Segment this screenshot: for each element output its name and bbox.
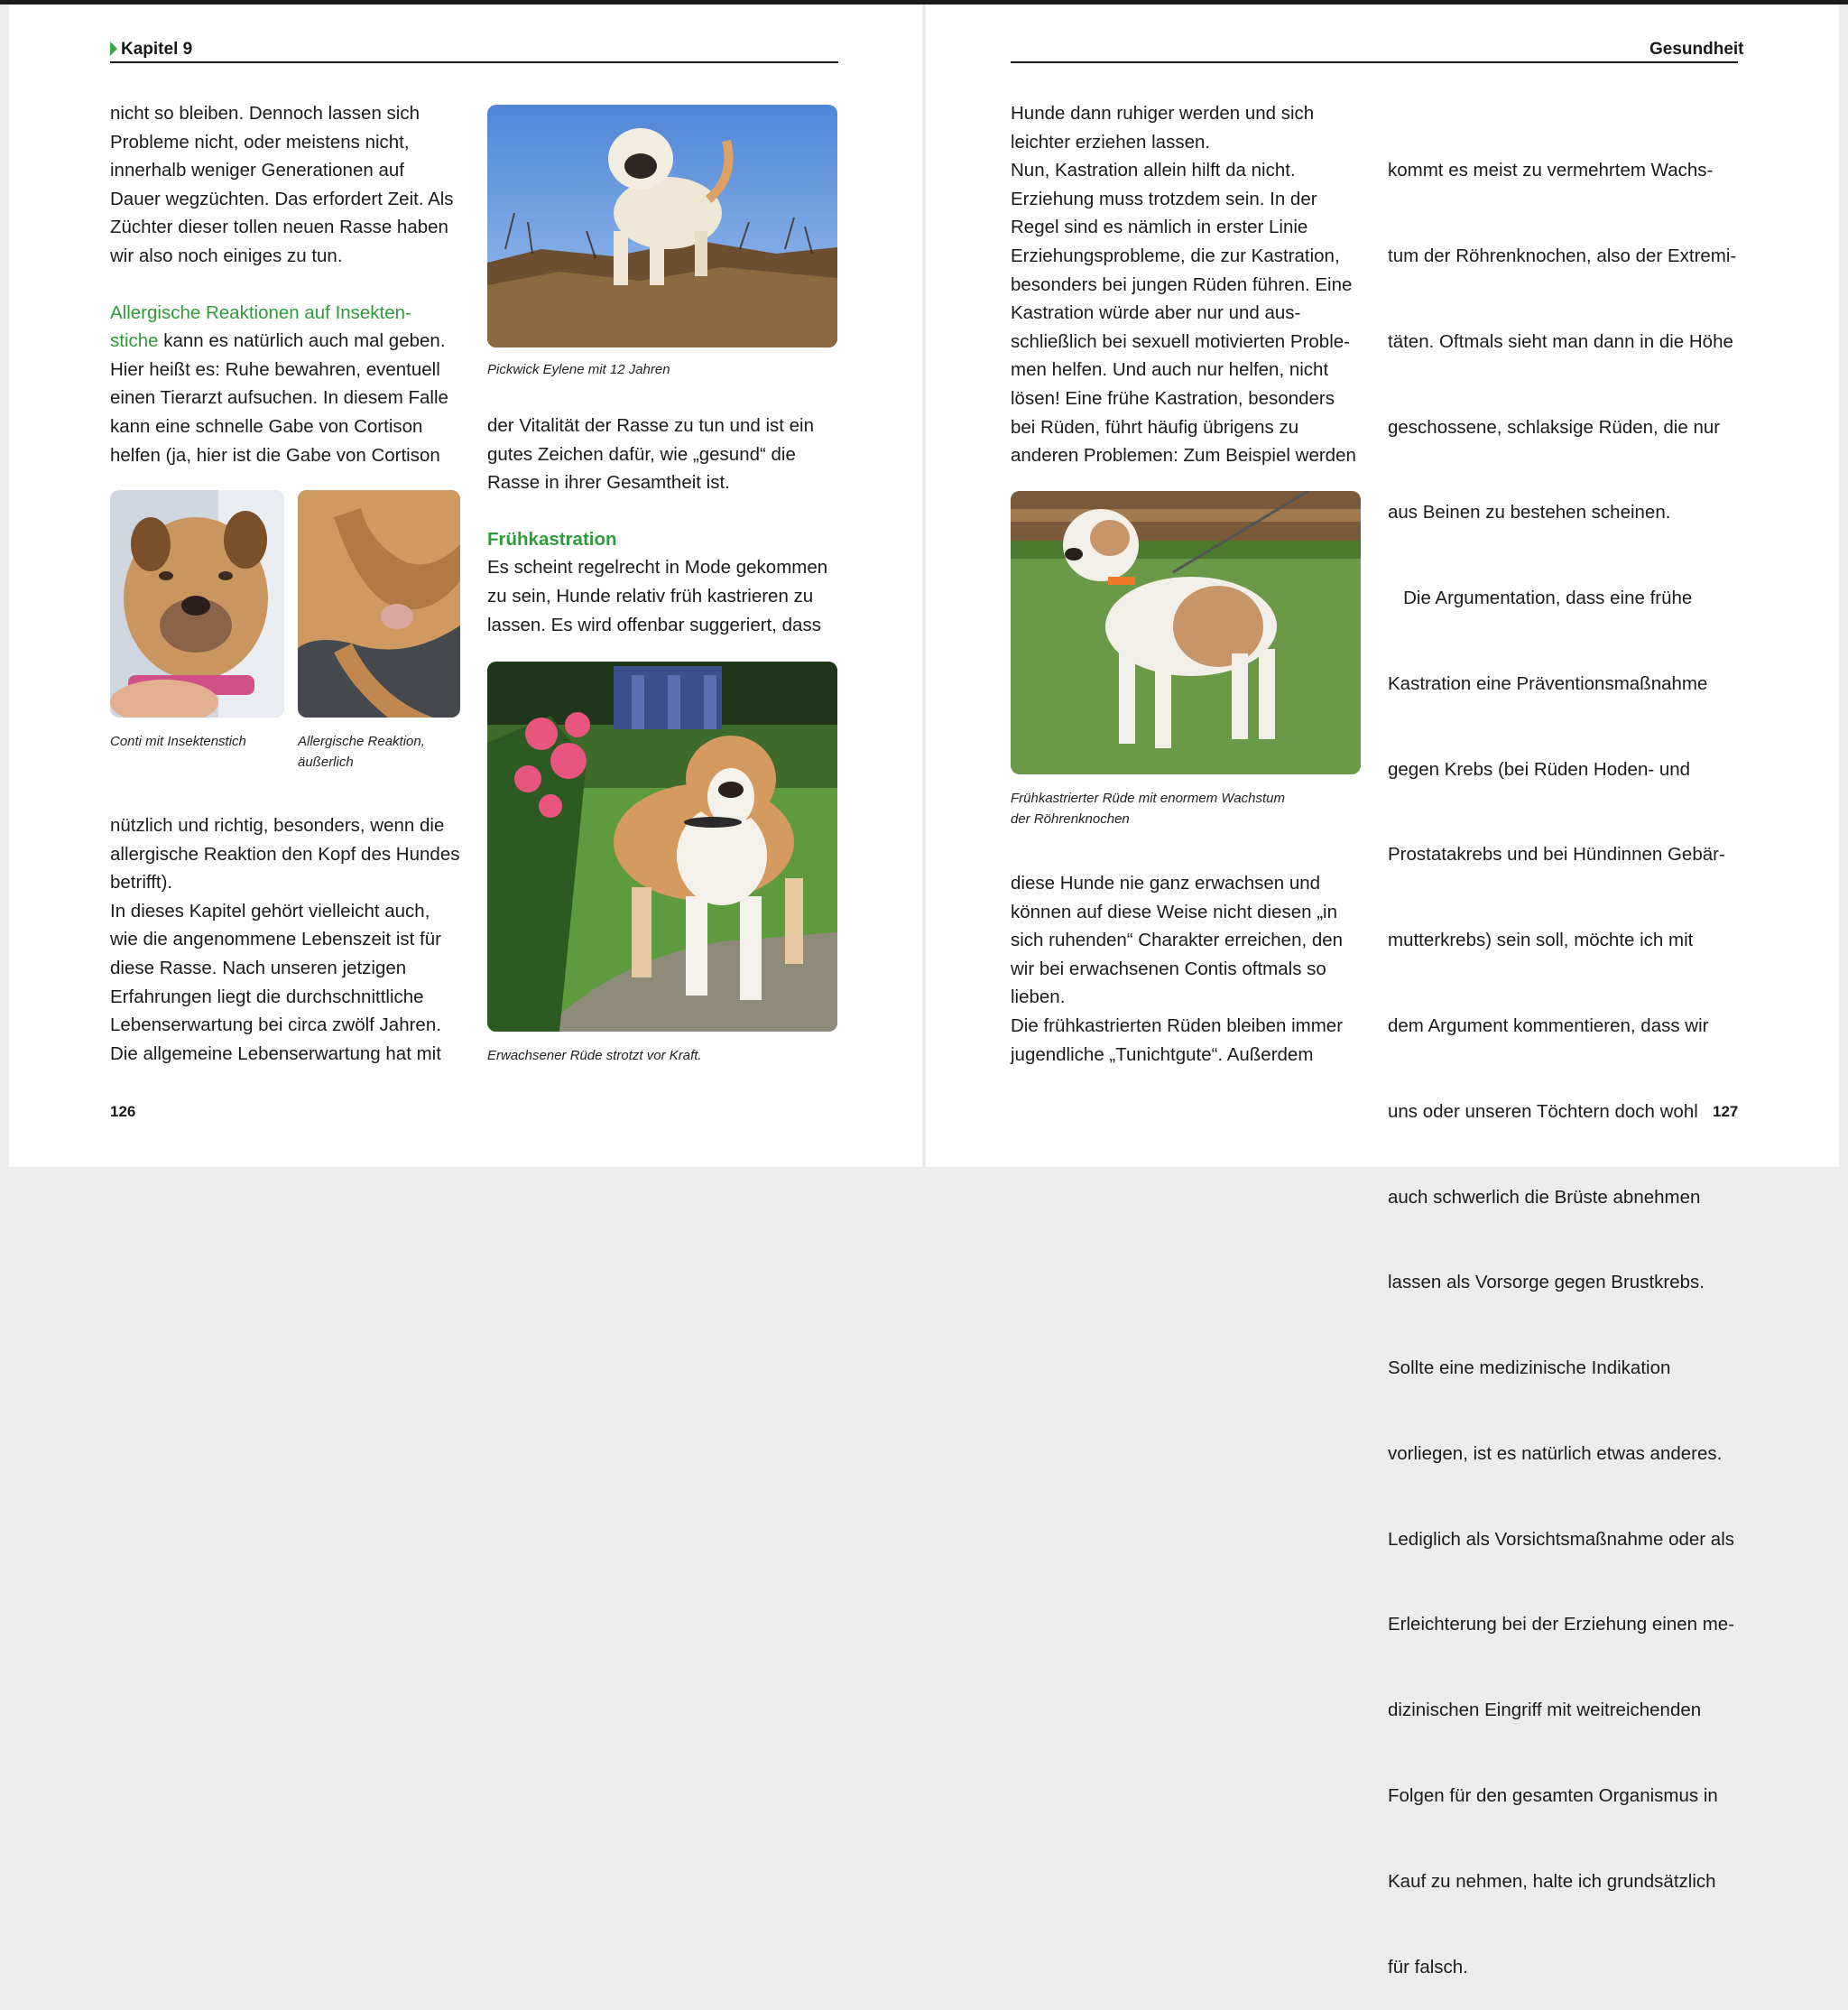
text-line: lassen. Es wird offenbar suggeriert, dass xyxy=(487,614,821,635)
text-line: täten. Oftmals sieht man dann in die Höhe xyxy=(1388,330,1733,352)
text-line: leichter erziehen lassen. xyxy=(1011,131,1211,153)
right-col2-text xyxy=(1388,99,1739,2010)
text-line: Regel sind es nämlich in erster Linie xyxy=(1011,217,1308,238)
chapter-marker-icon xyxy=(110,42,117,56)
text-line: Hunde dann ruhiger werden und sich xyxy=(1011,103,1315,124)
page-number-left: 126 xyxy=(110,1103,136,1120)
heading-fruehkastration: Frühkastration xyxy=(487,528,617,550)
text-line: lieben. xyxy=(1011,986,1066,1008)
text-line: sich ruhenden“ Charakter erreichen, den xyxy=(1011,930,1344,951)
text-line: gutes Zeichen dafür, wie „gesund“ die xyxy=(487,443,796,465)
text-line: jugendliche „Tunichtgute“. Außerdem xyxy=(1011,1043,1314,1065)
text-line: Es scheint regelrecht in Mode gekommen xyxy=(487,557,828,579)
text-line: uns oder unseren Töchtern doch wohl xyxy=(1388,1100,1698,1122)
page-number-right: 127 xyxy=(1713,1103,1739,1120)
caption-early-castrated xyxy=(1011,788,1285,829)
text-line: tum der Röhrenknochen, also der Extremi- xyxy=(1388,245,1737,266)
text-line: anderen Problemen: Zum Beispiel werden xyxy=(1011,445,1356,467)
caption-conti: Conti mit Insektenstich xyxy=(110,734,246,749)
text-line: können auf diese Weise nicht diesen „in xyxy=(1011,901,1338,922)
text-line: gegen Krebs (bei Rüden Hoden- und xyxy=(1388,758,1691,780)
text-line: Dauer wegzüchten. Das erfordert Zeit. Als xyxy=(110,188,454,209)
text-line: geschossene, schlaksige Rüden, die nur xyxy=(1388,416,1721,438)
text-line: Kastration würde aber nur und aus- xyxy=(1011,302,1301,324)
text-line: einen Tierarzt aufsuchen. In diesem Falle xyxy=(110,387,448,409)
photo-adult-male xyxy=(487,662,837,1032)
text-line: besonders bei jungen Rüden führen. Eine xyxy=(1011,273,1353,295)
right-col1-bottom-text xyxy=(1011,869,1343,1069)
left-col2-text xyxy=(487,412,827,639)
caption-allergic-line2: äußerlich xyxy=(298,755,354,770)
caption-allergic xyxy=(298,731,425,773)
text-line: mutterkrebs) sein soll, möchte ich mit xyxy=(1388,930,1694,951)
text-line: Rasse in ihrer Gesamtheit ist. xyxy=(487,472,730,494)
photo-allergic-reaction xyxy=(298,490,460,718)
text-line: lösen! Eine frühe Kastration, besonders xyxy=(1011,387,1335,409)
text-line: wir bei erwachsenen Contis oftmals so xyxy=(1011,958,1326,979)
text-line: Prostatakrebs und bei Hündinnen Gebär- xyxy=(1388,844,1725,866)
text-line: nicht so bleiben. Dennoch lassen sich xyxy=(110,103,420,124)
photo-early-castrated-male xyxy=(1011,491,1361,774)
text-line: aus Beinen zu bestehen scheinen. xyxy=(1388,502,1671,523)
caption-allergic-line1: Allergische Reaktion, xyxy=(298,734,425,749)
text-line: Nun, Kastration allein hilft da nicht. xyxy=(1011,160,1296,181)
text-line: auch schwerlich die Brüste abnehmen xyxy=(1388,1186,1701,1208)
text-line: Die Argumentation, dass eine frühe xyxy=(1388,588,1693,609)
right-col1-top-text xyxy=(1011,99,1356,470)
allergy-highlight: Allergische Reaktionen auf Insekten- xyxy=(110,301,411,323)
text-line: In dieses Kapitel gehört vielleicht auch, xyxy=(110,900,430,922)
text-line: nützlich und richtig, besonders, wenn die xyxy=(110,815,445,836)
left-col1-top-text xyxy=(110,99,454,469)
photo-pickwick-eylene xyxy=(487,105,837,347)
book-gutter xyxy=(922,5,926,1167)
left-col1-bottom-text xyxy=(110,811,459,1068)
text-line: Erziehungsprobleme, die zur Kastration, xyxy=(1011,245,1340,266)
text-line: lassen als Vorsorge gegen Brustkrebs. xyxy=(1388,1272,1705,1293)
text-line: vorliegen, ist es natürlich etwas anderes. xyxy=(1388,1442,1723,1464)
text-line: Lediglich als Vorsichtsmaßnahme oder als xyxy=(1388,1528,1734,1550)
text-line: wir also noch einiges zu tun. xyxy=(110,245,343,266)
text-line: Folgen für den gesamten Organismus in xyxy=(1388,1785,1718,1807)
text-line: Kastration eine Präventionsmaßnahme xyxy=(1388,672,1708,694)
caption-line2: der Röhrenknochen xyxy=(1011,811,1130,827)
text-line: für falsch. xyxy=(1388,1956,1468,1978)
allergy-text: kann es natürlich auch mal geben. xyxy=(158,330,446,352)
text-line: Probleme nicht, oder meistens nicht, xyxy=(110,131,410,153)
text-line: betrifft). xyxy=(110,872,173,894)
text-line: Die frühkastrierten Rüden bleiben immer xyxy=(1011,1014,1344,1036)
text-line: men helfen. Und auch nur helfen, nicht xyxy=(1011,359,1329,381)
text-line: Züchter dieser tollen neuen Rasse haben xyxy=(110,217,448,238)
text-line: kann eine schnelle Gabe von Cortison xyxy=(110,415,423,437)
text-line: Erfahrungen liegt die durchschnittliche xyxy=(110,986,424,1007)
text-line: dizinischen Eingriff mit weitreichenden xyxy=(1388,1700,1702,1721)
text-line: Sollte eine medizinische Indikation xyxy=(1388,1357,1671,1379)
caption-line1: Frühkastrierter Rüde mit enormem Wachstum xyxy=(1011,791,1285,806)
text-line: diese Rasse. Nach unseren jetzigen xyxy=(110,957,407,978)
text-line xyxy=(110,327,454,356)
text-line: zu sein, Hunde relativ früh kastrieren zu xyxy=(487,585,814,607)
text-line: der Vitalität der Rasse zu tun und ist ein xyxy=(487,415,814,436)
chapter-title: Kapitel 9 xyxy=(121,40,193,59)
text-line: bei Rüden, führt häufig übrigens zu xyxy=(1011,416,1299,438)
text-line: schließlich bei sexuell motivierten Proble- xyxy=(1011,330,1350,352)
text-line: Erziehung muss trotzdem sein. In der xyxy=(1011,188,1317,209)
left-header-rule xyxy=(110,61,838,63)
right-header-rule xyxy=(1011,61,1738,63)
section-title: Gesundheit xyxy=(1649,40,1744,59)
caption-adult: Erwachsener Rüde strotzt vor Kraft. xyxy=(487,1048,702,1063)
text-line: Hier heißt es: Ruhe bewahren, eventuell xyxy=(110,358,440,380)
allergy-highlight-cont: stiche xyxy=(110,330,159,352)
text-line: Erleichterung bei der Erziehung einen me- xyxy=(1388,1614,1735,1635)
photo-conti-insect-sting xyxy=(110,490,284,718)
text-line: diese Hunde nie ganz erwachsen und xyxy=(1011,873,1321,894)
text-line: dem Argument kommentieren, dass wir xyxy=(1388,1015,1709,1036)
text-line: allergische Reaktion den Kopf des Hundes xyxy=(110,843,460,865)
text-line: Lebenserwartung bei circa zwölf Jahren. xyxy=(110,1014,441,1036)
text-line: Die allgemeine Lebenserwartung hat mit xyxy=(110,1042,441,1064)
text-line: Kauf zu nehmen, halte ich grundsätzlich xyxy=(1388,1870,1716,1892)
caption-pickwick: Pickwick Eylene mit 12 Jahren xyxy=(487,362,670,377)
text-line: wie die angenommene Lebenszeit ist für xyxy=(110,929,441,950)
text-line: helfen (ja, hier ist die Gabe von Cortison xyxy=(110,444,440,466)
text-line: innerhalb weniger Generationen auf xyxy=(110,160,404,181)
text-line: kommt es meist zu vermehrtem Wachs- xyxy=(1388,160,1714,181)
